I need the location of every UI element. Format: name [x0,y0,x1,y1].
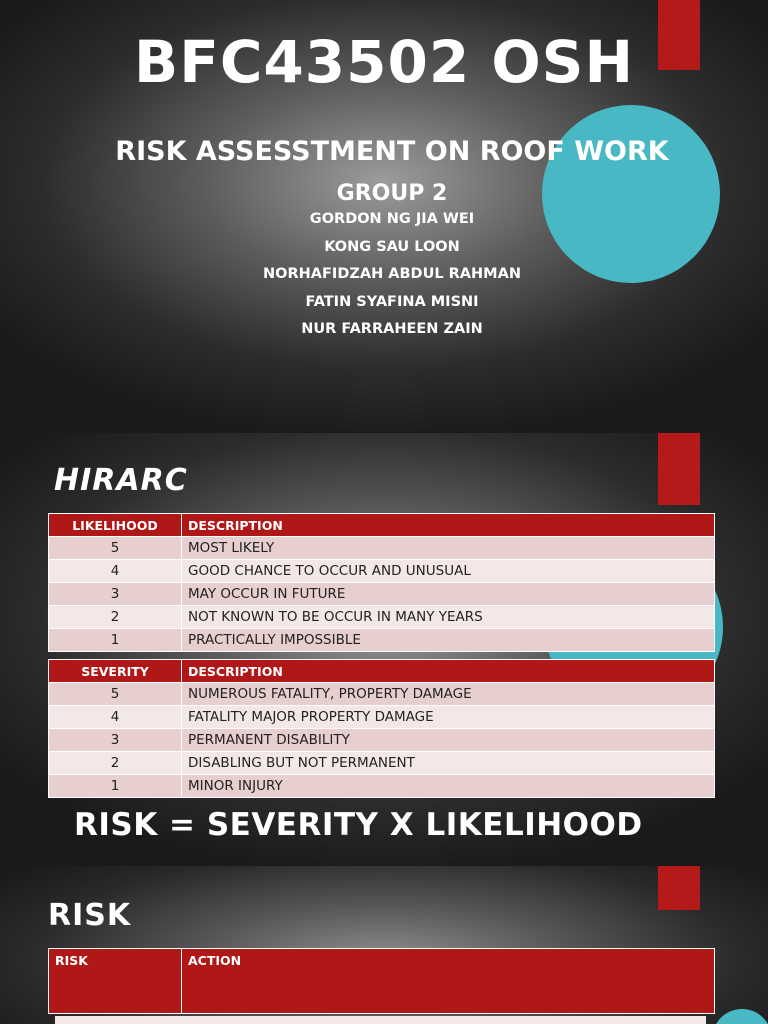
course-title: BFC43502 OSH [134,28,634,96]
member-name: KONG SAU LOON [324,238,460,255]
table-row [49,537,715,560]
column-header: LIKELIHOOD [49,514,182,537]
red-accent-tab [658,866,700,910]
slide-hirarc [0,433,768,866]
table-cell: NUMEROUS FATALITY, PROPERTY DAMAGE [182,683,715,706]
table-cell: 2 [49,606,182,629]
slide-title [0,0,768,433]
member-name: NUR FARRAHEEN ZAIN [301,321,483,337]
table-cell: PRACTICALLY IMPOSSIBLE [182,629,715,652]
table-cell: MOST LIKELY [182,537,715,560]
table-cell: FATALITY MAJOR PROPERTY DAMAGE [182,706,715,729]
table-row [49,583,715,606]
presentation-subtitle: RISK ASSESSTMENT ON ROOF WORK [115,136,669,167]
column-header: ACTION [182,949,715,1014]
slide-risk [0,866,768,1024]
table-cell: 1 [49,775,182,798]
member-name: NORHAFIDZAH ABDUL RAHMAN [263,266,521,282]
table-row [49,775,715,798]
table-header-row [49,660,715,683]
severity-table [48,659,715,798]
table-row [49,560,715,583]
table-header-row [49,514,715,537]
red-accent-tab [658,433,700,505]
member-list [0,208,768,346]
table-cell: MINOR INJURY [182,775,715,798]
table-cell: 5 [49,537,182,560]
slide-heading: HIRARC [54,463,188,498]
table-row [49,606,715,629]
table-row [49,752,715,775]
table-cell: MAY OCCUR IN FUTURE [182,583,715,606]
slide-heading: RISK [48,898,132,933]
column-header: DESCRIPTION [182,514,715,537]
risk-formula: RISK = SEVERITY X LIKELIHOOD [74,807,643,843]
table-cell: DISABLING BUT NOT PERMANENT [182,752,715,775]
group-label: GROUP 2 [336,181,448,206]
table-cell: 4 [49,560,182,583]
table-cell: GOOD CHANCE TO OCCUR AND UNUSUAL [182,560,715,583]
table-cell: NOT KNOWN TO BE OCCUR IN MANY YEARS [182,606,715,629]
table-cell: PERMANENT DISABILITY [182,729,715,752]
teal-accent-circle [712,1009,768,1024]
table-header-row [49,949,715,1014]
table-cell: 3 [49,583,182,606]
table-cell: 1 [49,629,182,652]
member-name: GORDON NG JIA WEI [309,211,475,227]
column-header: DESCRIPTION [182,660,715,683]
table-cell: 4 [49,706,182,729]
table-row [49,683,715,706]
table-cell: 3 [49,729,182,752]
table-row [55,1016,706,1024]
table-row [49,706,715,729]
column-header: SEVERITY [49,660,182,683]
table-cell: 2 [49,752,182,775]
table-row [49,629,715,652]
likelihood-table [48,513,715,652]
member-name: FATIN SYAFINA MISNI [305,293,479,310]
table-row [49,729,715,752]
column-header: RISK [49,949,182,1014]
risk-action-table [48,948,715,1014]
table-cell: 5 [49,683,182,706]
